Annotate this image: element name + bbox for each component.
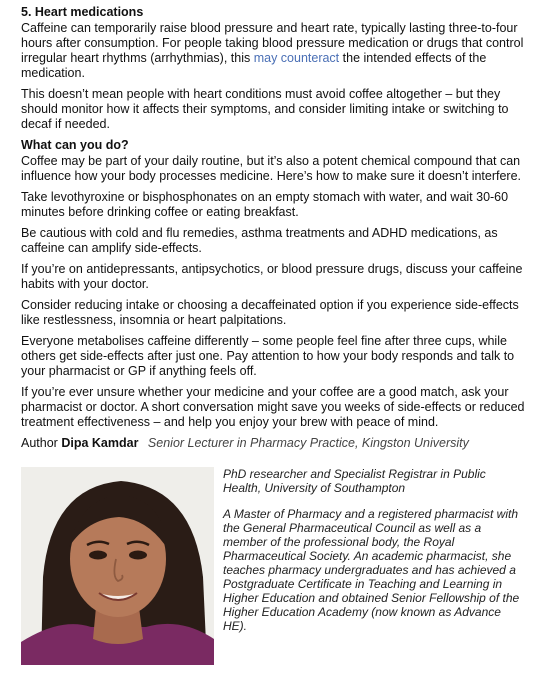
author-portrait-image [21, 467, 214, 665]
paragraph: Everyone metabolises caffeine differently – some people feel fine after three cups, while others get side-effects after just one. Pay attention to how your body responds and talk to your pharmacist or GP if anything feels off. [21, 334, 515, 378]
paragraph: Take levothyroxine or bisphosphonates on an empty stomach with water, and wait 30-60 minutes before drinking coffee or eating breakfast. [21, 190, 509, 219]
paragraph: Coffee may be part of your daily routine, but it’s also a potent chemical compound that can influence how your body processes medicine. Here’s how to make sure it doesn’t interfere. [21, 154, 522, 183]
author-prefix: Author [21, 436, 58, 450]
paragraph: This doesn’t mean people with heart conditions must avoid coffee altogether – but they should monitor how it affects their symptoms, and consider limiting intake or switching to decaf if needed. [21, 87, 509, 131]
paragraph: If you’re on antidepressants, antipsychotics, or blood pressure drugs, discuss your caffeine habits with your doctor. [21, 262, 523, 291]
bio-paragraph: A Master of Pharmacy and a registered pharmacist with the General Pharmaceutical Council as well as a member of the professional body, the Royal Pharmaceutical Society. An academic pharmacist, she teaches pharmacy undergraduates and has achieved a Postgraduate Certificate in Teaching and Learning in Higher Education and obtained Senior Fellowship of the Higher Education Academy (now known as Advance HE). [223, 507, 520, 633]
paragraph: Be cautious with cold and flu remedies, asthma treatments and ADHD medications, as caffeine can amplify side-effects. [21, 226, 498, 255]
paragraph: If you’re ever unsure whether your medicine and your coffee are a good match, ask your pharmacist or doctor. A short conversation might save you weeks of side-effects or reduced treatment effectiveness – and help you enjoy your brew with peace of mind. [21, 385, 525, 429]
bio-paragraph: PhD researcher and Specialist Registrar in Public Health, University of Southampton [223, 467, 486, 495]
author-photo [21, 467, 214, 665]
author-bio [21, 467, 525, 665]
paragraph: Consider reducing intake or choosing a decaffeinated option if you experience side-effects like restlessness, insomnia or heart palpitations. [21, 298, 519, 327]
author-name: Dipa Kamdar [61, 436, 139, 450]
paragraph-text: Caffeine can temporarily raise blood pressure and heart rate, typically lasting three-to-four hours after consumption. For people taking blood pressure medication or drugs that control irregular heart rhythms (arrhythmias), this [21, 21, 524, 65]
may-counteract-link[interactable]: may counteract [253, 51, 340, 65]
paragraph [21, 21, 525, 81]
section-heading: 5. Heart medications [21, 5, 144, 19]
author-bio-text [223, 467, 523, 633]
author-role: Senior Lecturer in Pharmacy Practice, Kingston University [147, 436, 469, 450]
author-line [21, 436, 525, 451]
what-can-you-do-heading: What can you do? [21, 138, 129, 152]
paragraph-text: the intended effects of the medication. [21, 51, 487, 80]
